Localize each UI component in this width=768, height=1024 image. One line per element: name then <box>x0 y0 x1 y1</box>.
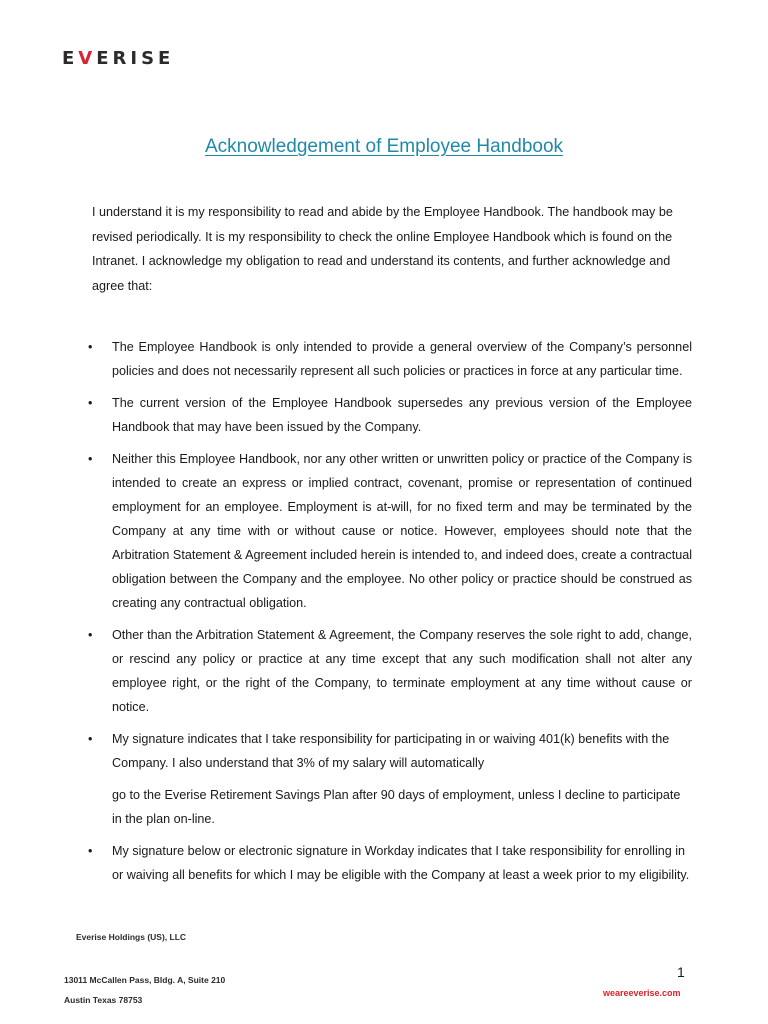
list-item <box>84 839 692 887</box>
bullet-icon: • <box>88 396 93 410</box>
logo-letter-e: E <box>62 48 79 69</box>
logo-letters-rest: ERISE <box>96 48 175 69</box>
list-item <box>84 335 692 383</box>
list-item <box>84 623 692 719</box>
document-title: Acknowledgement of Employee Handbook <box>204 136 564 157</box>
list-item-continuation: go to the Everise Retirement Savings Plan after 90 days of employment, unless I decline to participate in the plan on-line. <box>112 788 681 826</box>
footer-website-link[interactable]: weareeverise.com <box>603 988 681 998</box>
footer-company-name: Everise Holdings (US), LLC <box>76 932 187 942</box>
list-item <box>84 447 692 615</box>
intro-paragraph: I understand it is my responsibility to read and abide by the Employee Handbook. The handbook may be revised periodically. It is my responsibility to check the online Employee Handbook which is found on the Intranet. I acknowledge my obligation to read and understand its contents, and further acknowledge and agree that: <box>92 205 673 293</box>
bullet-icon: • <box>88 732 93 746</box>
list-item-text: The Employee Handbook is only intended to provide a general overview of the Company’s personnel policies and does not necessarily represent all such policies or practices in force at any particular time. <box>112 340 692 378</box>
list-item-text: Neither this Employee Handbook, nor any other written or unwritten policy or practice of the Company is intended to create an express or implied contract, covenant, promise or representation of continued employment for an employee. Employment is at-will, for no fixed term and may be terminated by the Company at any time with or without cause or notice. However, employees should note that the Arbitration Statement & Agreement included herein is intended to, and indeed does, create a contractual obligation between the Company and the employee. No other policy or practice should be construed as creating any contractual obligation. <box>112 452 692 610</box>
list-item-text: My signature indicates that I take responsibility for participating in or waiving 401(k) benefits with the Company. I also understand that 3% of my salary will automatically <box>112 732 670 770</box>
footer-address <box>64 970 225 1010</box>
acknowledgement-list <box>84 335 692 887</box>
logo-letter-v: V <box>78 48 97 69</box>
bullet-icon: • <box>88 844 93 858</box>
page-number: 1 <box>677 964 685 980</box>
list-item-text: My signature below or electronic signature in Workday indicates that I take responsibility for enrolling in or waiving all benefits for which I may be eligible with the Company at least a week prior to my eligibility. <box>112 844 690 882</box>
list-item-text: Other than the Arbitration Statement & Agreement, the Company reserves the sole right to add, change, or rescind any policy or practice at any time except that any such modification shall not alter any employee right, or the right of the Company, to terminate employment at any time without cause or notice. <box>112 628 692 714</box>
list-item <box>84 391 692 439</box>
bullet-icon: • <box>88 628 93 642</box>
footer-address-line2: Austin Texas 78753 <box>64 995 143 1005</box>
bullet-icon: • <box>88 340 93 354</box>
company-logo <box>62 48 174 70</box>
list-item-text: The current version of the Employee Handbook supersedes any previous version of the Employee Handbook that may have been issued by the Company. <box>112 396 692 434</box>
footer-address-line1: 13011 McCallen Pass, Bldg. A, Suite 210 <box>64 975 226 985</box>
bullet-icon: • <box>88 452 93 466</box>
list-item <box>84 727 692 775</box>
